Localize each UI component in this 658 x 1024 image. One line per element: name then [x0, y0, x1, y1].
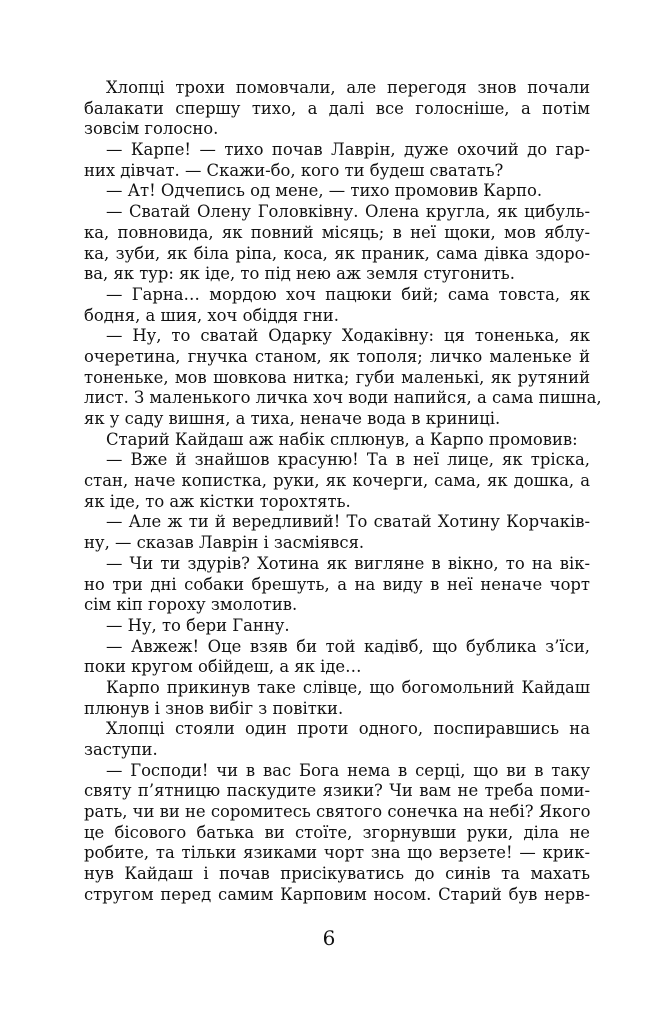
text-line: но три дні собаки брешуть, а на виду в неї неначе чорт	[84, 574, 590, 594]
text-line: як у саду вишня, а тиха, неначе вода в криниці.	[84, 409, 501, 428]
text-line: робите, та тільки язиками чорт зна що верзете! — крик-	[84, 843, 590, 863]
text-line: Хлопці стояли один проти одного, поспиравшись на	[106, 719, 590, 739]
text-line: — Ат! Одчепись од мене, — тихо промовив Карпо.	[106, 181, 543, 201]
text-line: сім кіп гороху змолотив.	[84, 595, 298, 615]
text-line: рать, чи ви не соромитесь святого сонечка на небі? Якого	[84, 802, 591, 822]
text-line: це бісового батька ви стоїте, згорнувши руки, діла не	[84, 822, 590, 842]
text-line: ка, зуби, як біла ріпа, коса, як праник, сама дівка здоро-	[84, 243, 590, 263]
text-line: тоненьке, мов шовкова нитка; губи маленькі, як рутяний	[84, 367, 590, 387]
text-line: як іде, то аж кістки торохтять.	[84, 491, 351, 511]
text-line: бодня, а шия, хоч обіддя гни.	[84, 305, 339, 325]
text-line: очеретина, гнучка станом, як тополя; личко маленьке й	[84, 346, 590, 366]
text-line: поки кругом обійдеш, а як іде…	[84, 657, 362, 677]
text-line: нув Кайдаш і почав присікуватись до синів та махать	[84, 864, 590, 884]
text-line: святу п’ятницю паскудите язики? Чи вам не треба поми-	[84, 781, 590, 801]
text-line: — Господи! чи в вас Бога нема в серці, що ви в таку	[106, 760, 590, 780]
text-line: — Ну, то сватай Одарку Ходаківну: ця тоненька, як	[106, 326, 590, 346]
text-line: ва, як тур: як іде, то під нею аж земля стугонить.	[84, 264, 515, 284]
text-line: — Карпе! — тихо почав Лаврін, дуже охочий до гар-	[106, 140, 590, 160]
body-text	[84, 78, 602, 906]
text-line: — Але ж ти й вередливий! То сватай Хотину Корчаків-	[106, 512, 590, 532]
text-line: — Вже й знайшов красуню! Та в неї лице, як тріска,	[106, 450, 590, 470]
text-line: — Гарна… мордою хоч пацюки бий; сама товста, як	[106, 284, 590, 304]
text-line: ка, повновида, як повний місяць; в неї щоки, мов яблу-	[84, 222, 590, 242]
text-line: балакати спершу тихо, а далі все голосніше, а потім	[84, 98, 590, 118]
text-line: стан, наче копистка, руки, як кочерги, сама, як дошка, а	[84, 471, 590, 491]
text-line: ну, — сказав Лаврін і засміявся.	[84, 533, 365, 553]
text-line: них дівчат. — Скажи-бо, кого ти будеш сватать?	[84, 160, 504, 180]
page-number: 6	[322, 926, 336, 950]
text-line: — Чи ти здурів? Хотина як вигляне в вікно, то на вік-	[106, 553, 590, 573]
text-line: лист. З маленького личка хоч води напийся, а сама пишна,	[84, 388, 602, 408]
text-line: стругом перед самим Карповим носом. Старий був нерв-	[84, 884, 590, 904]
text-line: Карпо прикинув таке слівце, що богомольний Кайдаш	[106, 677, 590, 697]
text-line: — Сватай Олену Головківну. Олена кругла, як цибуль-	[106, 202, 590, 222]
text-line: плюнув і знов вибіг з повітки.	[84, 698, 344, 718]
text-line: Хлопці трохи помовчали, але перегодя знов почали	[106, 78, 590, 97]
text-line: заступи.	[84, 740, 158, 759]
text-line: — Ну, то бери Ганну.	[106, 615, 290, 635]
text-line: зовсім голосно.	[84, 119, 219, 139]
text-line: — Авжеж! Оце взяв би той кадівб, що бублика з’їси,	[106, 636, 590, 656]
text-line: Старий Кайдаш аж набік сплюнув, а Карпо промовив:	[106, 429, 578, 449]
